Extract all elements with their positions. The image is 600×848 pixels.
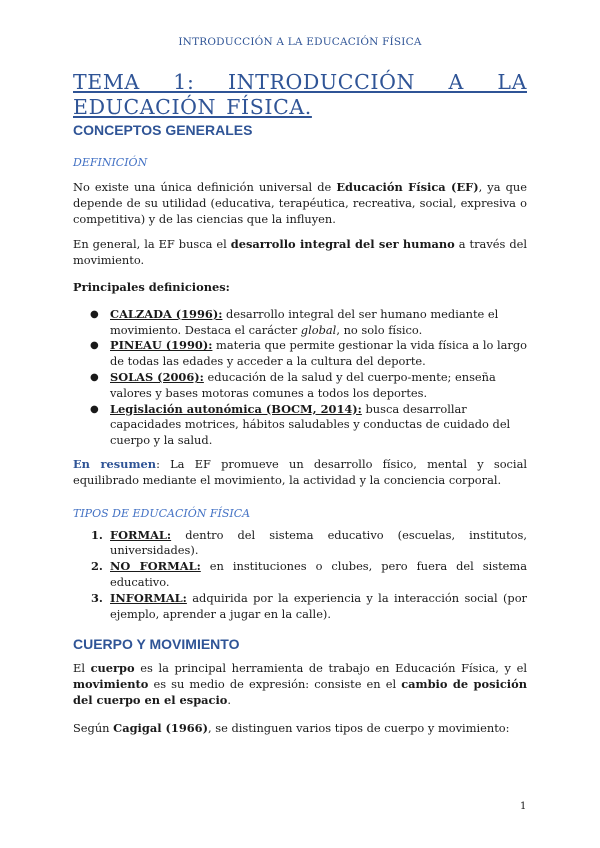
text: Según [73,720,114,735]
author-ref: SOLAS (2006): [110,369,204,384]
bold-term: cambio de posición del cuerpo en el espacio [73,677,527,707]
text: , ya que depende de su utilidad (educativa, terapéutica, recreativa, social, expresiva o competitiva) y de las ciencias que la influyen. [73,180,527,226]
paragraph-definicion [73,180,527,227]
section-heading-conceptos: CONCEPTOS GENERALES [73,122,253,138]
subheading-definicion: DEFINICIÓN [73,156,148,169]
type-name: NO FORMAL: [110,559,201,574]
text: educación de la salud y del cuerpo-mente; enseña valores y bases motoras comunes a todos los deportes. [110,369,496,400]
page-title: TEMA 1: INTRODUCCIÓN A LA EDUCACIÓN FÍSICA. [73,70,527,119]
subheading-tipos: TIPOS DE EDUCACIÓN FÍSICA [73,506,251,520]
bullet-icon: ● [90,308,99,320]
bold-term: Cagigal (1966) [113,720,208,735]
list-item [91,527,527,560]
paragraph-resumen [73,457,527,489]
text: en instituciones o clubes, pero fuera del sistema educativo. [110,559,527,589]
bullet-icon: ● [90,371,99,383]
bullet-icon: ● [90,340,99,352]
list-number: 1. [91,527,103,542]
text: materia que permite gestionar la vida física a lo largo de todas las edades y acceder a la cultura del deporte. [110,338,527,369]
bold-term: movimiento [73,677,149,692]
list-number: 3. [91,590,103,605]
page-number: 1 [520,801,527,812]
definitions-list [73,307,527,449]
page-content [73,70,527,737]
paragraph-general [73,237,527,269]
bold-term: cuerpo [90,661,135,676]
principales-heading: Principales definiciones: [73,279,230,294]
list-item [90,306,527,339]
list-number: 2. [91,559,103,574]
list-item [90,401,527,449]
paragraph-cuerpo [73,661,527,708]
text: , no solo físico. [336,322,423,337]
list-item [91,590,527,623]
text: busca desarrollar capacidades motrices, hábitos saludables y conductas de cuidado del cuerpo y la salud. [110,401,511,448]
list-item [91,559,527,591]
section-heading-cuerpo: CUERPO Y MOVIMIENTO [73,636,240,653]
italic-term: global [300,322,337,337]
author-ref: CALZADA (1996): [110,306,223,321]
text: es la principal herramienta de trabajo en Educación Física, y el [134,661,527,676]
type-name: FORMAL: [110,527,172,542]
text: No existe una única definición universal de [73,180,337,194]
text: adquirida por la experiencia y la interacción social (por ejemplo, aprender a jugar en la calle). [110,590,527,621]
text: a través del movimiento. [73,237,527,268]
types-list [73,528,527,623]
text: : La EF promueve un desarrollo físico, mental y social equilibrado mediante el movimiento, la actividad y la conciencia corporal. [73,456,528,487]
resumen-label: En resumen [73,456,157,471]
text: dentro del sistema educativo (escuelas, institutos, universidades). [110,527,527,558]
running-header: INTRODUCCIÓN A LA EDUCACIÓN FÍSICA [178,36,422,48]
text: es su medio de expresión: consiste en el [148,677,402,692]
author-ref: Legislación autonómica (BOCM, 2014): [110,401,362,416]
bold-term: Educación Física (EF) [336,180,479,194]
bold-term: desarrollo integral del ser humano [230,237,455,252]
text: En general, la EF busca el [73,237,231,252]
text: El [73,661,91,676]
text: . [227,692,232,707]
bullet-icon: ● [90,403,99,415]
paragraph-segun [73,721,527,737]
list-item [90,338,527,370]
text: desarrollo integral del ser humano mediante el movimiento. Destaca el carácter [110,306,499,337]
list-item [90,369,527,402]
type-name: INFORMAL: [110,590,187,605]
author-ref: PINEAU (1990): [110,338,213,353]
text: , se distinguen varios tipos de cuerpo y movimiento: [208,720,510,735]
